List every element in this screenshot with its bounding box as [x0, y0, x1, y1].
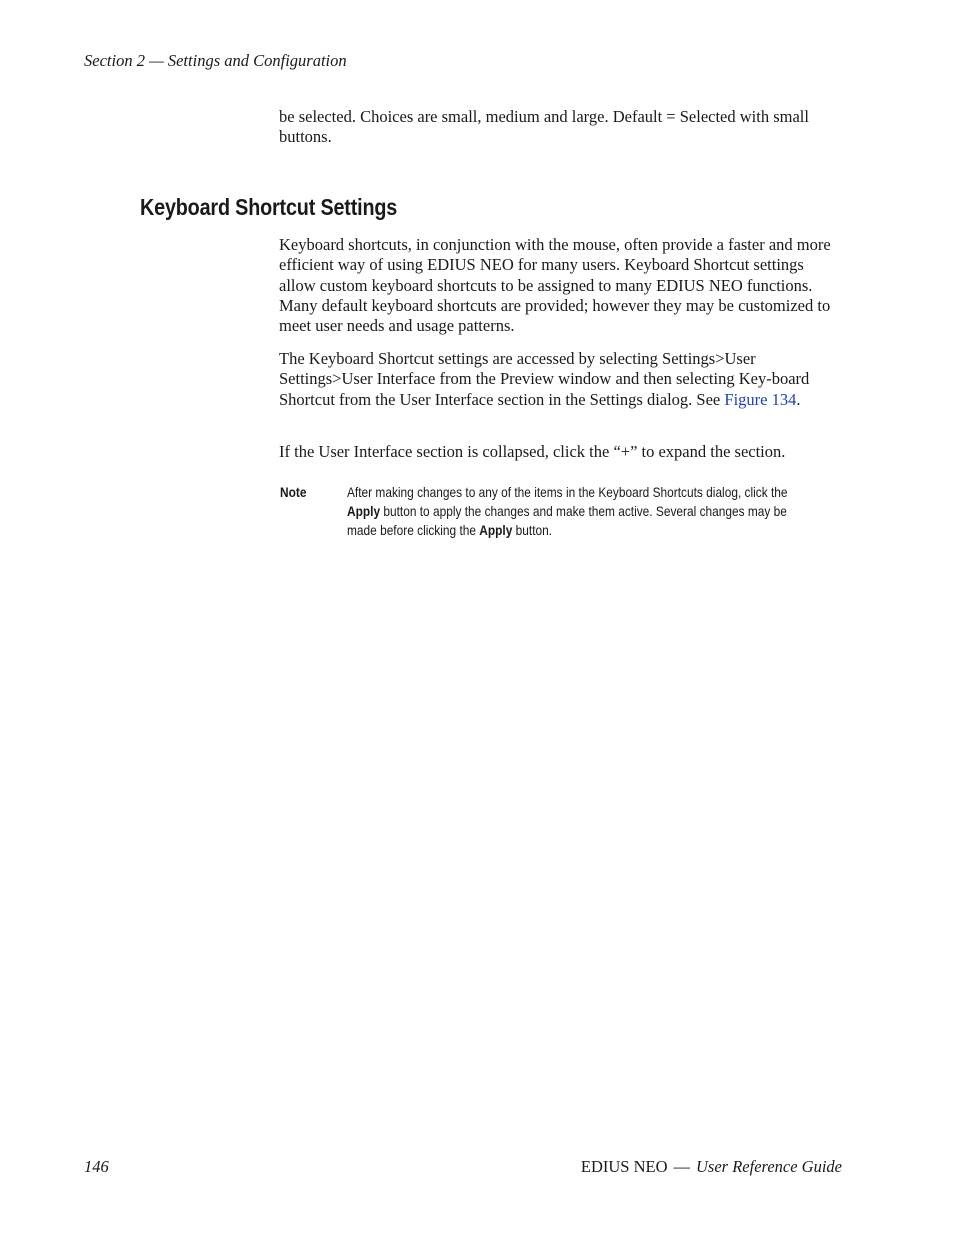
- page-number: 146: [84, 1157, 109, 1176]
- paragraph-intro: Keyboard shortcuts, in conjunction with the mouse, often provide a faster and more efficient way of using EDIUS NEO for many users. Keyboard Shortcut settings allow custom keyboard shortcuts to be assigned to many EDIUS NEO functions. Many default keyboard shortcuts are provided; however they may be customized to meet user needs and usage patterns.: [279, 235, 831, 336]
- footer-product: EDIUS NEO: [580, 1157, 668, 1176]
- running-head: Section 2 — Settings and Configuration: [84, 51, 347, 70]
- footer-separator: —: [673, 1157, 690, 1176]
- note-text-part-2: button to apply the changes and make them active. Several changes may be made before clicking the: [347, 502, 787, 538]
- apply-term-1: Apply: [347, 502, 381, 519]
- note-text-part-3: button.: [512, 521, 553, 538]
- note-text-part-1: After making changes to any of the items in the Keyboard Shortcuts dialog, click the: [347, 484, 788, 500]
- paragraph-access-text: The Keyboard Shortcut settings are accessed by selecting Settings>User Settings>User Interface from the Preview window and then selecting Key-board Shortcut from the User Interface section in the Settings dialog. See: [279, 349, 810, 409]
- section-heading: Keyboard Shortcut Settings: [140, 194, 398, 220]
- note-label: Note: [280, 484, 307, 500]
- continued-paragraph: be selected. Choices are small, medium and large. Default = Selected with small buttons.: [279, 107, 809, 147]
- figure-134-link[interactable]: Figure 134: [724, 389, 797, 409]
- paragraph-access-end: .: [796, 389, 801, 409]
- paragraph-collapsed: If the User Interface section is collapsed, click the “+” to expand the section.: [279, 442, 786, 461]
- footer-guide-title: User Reference Guide: [696, 1157, 842, 1176]
- paragraph-access: [279, 349, 843, 410]
- footer-title: [581, 1157, 842, 1177]
- note-text: [347, 483, 810, 539]
- apply-term-2: Apply: [479, 521, 513, 538]
